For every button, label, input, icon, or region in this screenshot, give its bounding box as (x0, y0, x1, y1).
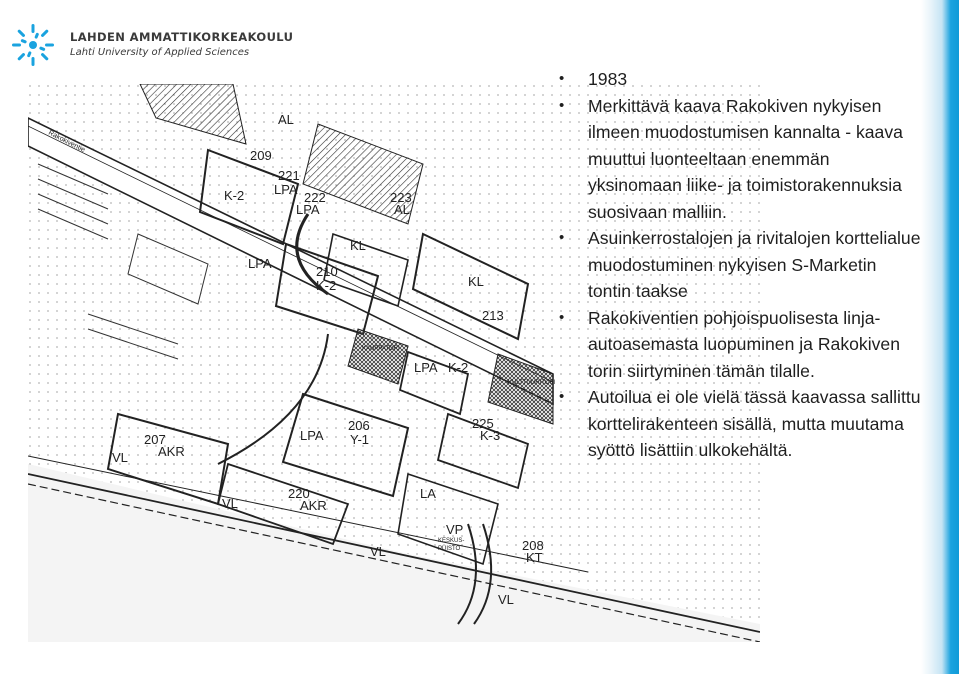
map-label: AL (394, 202, 410, 217)
map-label: LPA (414, 360, 438, 375)
bullet-text: Rakokiventien pohjoispuolisesta linja-autoasemasta luopuminen ja Rakokiven torin siirtyminen tämän tilalle. (588, 307, 900, 381)
bullet-icon: • (559, 388, 565, 405)
bullet-icon: • (559, 96, 565, 114)
logo-subtitle: Lahti University of Applied Sciences (70, 47, 250, 58)
map-label: Y-1 (350, 432, 370, 447)
map-label: 213 (482, 308, 504, 323)
map-label: KULTTUURITORI (508, 380, 556, 386)
map-label: 223 (390, 190, 412, 205)
bullet-text: 1983 (588, 69, 628, 89)
bullet-item (555, 66, 923, 93)
map-label: AL (278, 112, 294, 127)
map-label: 210 (316, 264, 338, 279)
map-label: K-3 (480, 428, 501, 443)
bullet-text: Merkittävä kaava Rakokiven nykyisen ilmeen muodostumisen kannalta - kaava muuttui luonteeltaan enemmän yksinomaan liike- ja toimistorakennuksia suosivaan malliin. (588, 95, 903, 222)
map-label: 207 (144, 432, 166, 447)
map-label: LPA (296, 202, 320, 217)
map-label: 220 (288, 486, 310, 501)
bullet-item (555, 93, 923, 226)
map-label: LPA (274, 182, 298, 197)
map-label: KESKUS- (438, 538, 465, 544)
map-label: 209 (250, 148, 272, 163)
bullet-item (555, 384, 923, 464)
map-label: VL (498, 592, 514, 607)
map-label: 206 (348, 418, 370, 433)
map-label: KAUPPATORI (362, 346, 400, 352)
map-label: AKR (300, 498, 327, 513)
bullet-list (555, 66, 923, 464)
bullet-icon: • (559, 229, 565, 246)
map-label: VP (446, 522, 464, 537)
map-label: LPA (300, 428, 324, 443)
map-label: 208 (522, 538, 544, 553)
map-label: VL (112, 450, 128, 465)
map-label: KT (526, 550, 543, 565)
university-logo-icon (10, 22, 56, 68)
map-label: AKR (158, 444, 185, 459)
map-label: 225 (472, 416, 494, 431)
map-label: LA (420, 486, 436, 501)
bullet-item (555, 225, 923, 305)
map-label: K-2 (224, 188, 245, 203)
map-label: VL (370, 544, 386, 559)
map-label: K-2 (448, 360, 469, 375)
map-label: KL (468, 274, 484, 289)
map-label: KL (350, 238, 366, 253)
map-label: PUISTO (438, 546, 461, 552)
bullet-item (555, 305, 923, 385)
map-label: 222 (304, 190, 326, 205)
decorative-blue-strip (921, 0, 959, 674)
map-label: VL (222, 496, 238, 511)
map-label: 221 (278, 168, 300, 183)
logo-title: LAHDEN AMMATTIKORKEAKOULU (70, 30, 294, 44)
map-label: Rakokiventie (47, 129, 86, 154)
bullet-icon: • (559, 308, 565, 326)
bullet-text: Autoilua ei ole vielä tässä kaavassa sallittu korttelirakenteen sisällä, mutta muutama syöttö lisättiin ulkokehältä. (588, 387, 921, 460)
bullet-icon: • (559, 70, 565, 87)
bullet-text: Asuinkerrostalojen ja rivitalojen korttelialue muodostuminen nykyisen S-Marketin tontin taakse (588, 228, 921, 301)
map-label: LPA (248, 256, 272, 271)
map-label: K-2 (316, 278, 337, 293)
